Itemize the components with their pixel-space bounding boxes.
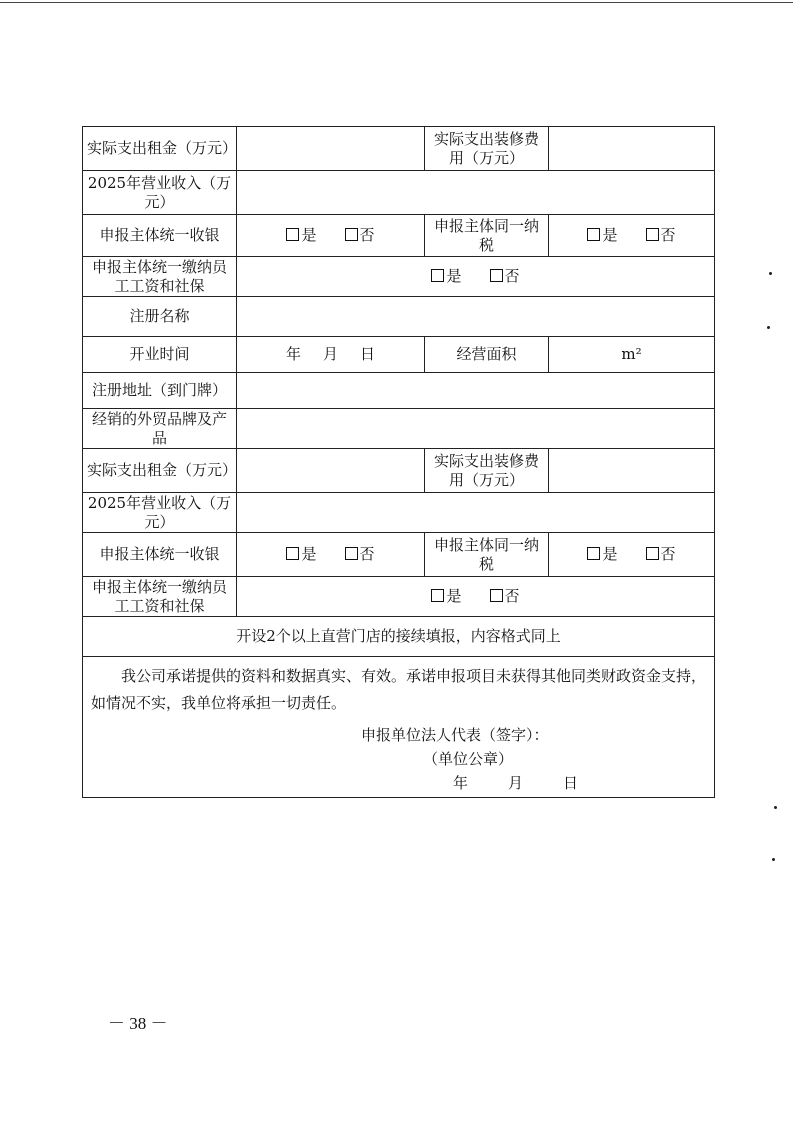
note-row: [83, 617, 715, 657]
decoration-label: 实际支出装修费用（万元）: [425, 127, 549, 171]
declaration-row: [83, 657, 715, 798]
scan-speck: [774, 806, 777, 809]
checkbox-icon[interactable]: [646, 547, 659, 560]
payroll-row-1: [83, 257, 715, 297]
area-label: 经营面积: [425, 337, 549, 373]
payroll-options: [237, 257, 715, 297]
checkbox-icon[interactable]: [345, 547, 358, 560]
cashier-options: [237, 533, 425, 577]
brand-field[interactable]: [237, 409, 715, 449]
tax-label: 申报主体同一纳税: [425, 533, 549, 577]
payroll-options: [237, 577, 715, 617]
checkbox-icon[interactable]: [345, 228, 358, 241]
signature-label: 申报单位法人代表（签字）：: [361, 726, 549, 744]
date-year: 年: [285, 345, 301, 363]
revenue-value-field[interactable]: [237, 493, 715, 533]
decoration-value-field[interactable]: [549, 127, 715, 171]
revenue-row-2: [83, 493, 715, 533]
payroll-label: 申报主体统一缴纳员工工资和社保: [83, 577, 237, 617]
top-border-line: [0, 2, 793, 3]
cashier-yes-option[interactable]: 是: [286, 226, 316, 245]
payroll-label: 申报主体统一缴纳员工工资和社保: [83, 257, 237, 297]
reg-name-field[interactable]: [237, 297, 715, 337]
checkbox-icon[interactable]: [587, 547, 600, 560]
declaration-text: 我公司承诺提供的资料和数据真实、有效。承诺申报项目未获得其他同类财政资金支持，如情况不实，我单位将承担一切责任。: [91, 667, 707, 712]
cashier-label: 申报主体统一收银: [83, 215, 237, 257]
payroll-no-option[interactable]: 否: [490, 267, 520, 286]
revenue-label: 2025年营业收入（万元）: [83, 171, 237, 215]
checkbox-icon[interactable]: [286, 228, 299, 241]
seal-label: （单位公章）: [423, 750, 514, 768]
checkbox-icon[interactable]: [490, 589, 503, 602]
tax-label: 申报主体同一纳税: [425, 215, 549, 257]
open-time-label: 开业时间: [83, 337, 237, 373]
declaration-cell: [83, 657, 715, 798]
rent-row-1: [83, 127, 715, 171]
cashier-row-2: [83, 533, 715, 577]
decoration-label: 实际支出装修费用（万元）: [425, 449, 549, 493]
date-day: 日: [360, 345, 376, 363]
revenue-row-1: [83, 171, 715, 215]
application-form-table: [82, 126, 715, 798]
scan-speck: [767, 326, 770, 329]
checkbox-icon[interactable]: [646, 228, 659, 241]
payroll-row-2: [83, 577, 715, 617]
tax-no-option[interactable]: 否: [646, 226, 676, 245]
tax-no-option[interactable]: 否: [646, 545, 676, 564]
cashier-row-1: [83, 215, 715, 257]
scan-speck: [769, 272, 772, 275]
brand-row: [83, 409, 715, 449]
rent-label: 实际支出租金（万元）: [83, 127, 237, 171]
tax-yes-option[interactable]: 是: [587, 226, 617, 245]
rent-label: 实际支出租金（万元）: [83, 449, 237, 493]
scan-speck: [772, 858, 775, 861]
brand-label: 经销的外贸品牌及产品: [83, 409, 237, 449]
continuation-note: 开设2个以上直营门店的接续填报，内容格式同上: [83, 617, 715, 657]
reg-name-label: 注册名称: [83, 297, 237, 337]
tax-yes-option[interactable]: 是: [587, 545, 617, 564]
cashier-no-option[interactable]: 否: [345, 226, 375, 245]
area-field[interactable]: [549, 337, 715, 373]
reg-address-row: [83, 373, 715, 409]
cashier-yes-option[interactable]: 是: [286, 545, 316, 564]
reg-name-row: [83, 297, 715, 337]
open-time-row: [83, 337, 715, 373]
cashier-no-option[interactable]: 否: [345, 545, 375, 564]
open-time-field[interactable]: [237, 337, 425, 373]
reg-address-field[interactable]: [237, 373, 715, 409]
payroll-yes-option[interactable]: 是: [431, 587, 461, 606]
revenue-label: 2025年营业收入（万元）: [83, 493, 237, 533]
checkbox-icon[interactable]: [431, 269, 444, 282]
checkbox-icon[interactable]: [286, 547, 299, 560]
revenue-value-field[interactable]: [237, 171, 715, 215]
page-number: － 38 －: [108, 1014, 168, 1033]
payroll-no-option[interactable]: 否: [490, 587, 520, 606]
signature-block: [83, 719, 714, 797]
decoration-value-field[interactable]: [549, 449, 715, 493]
rent-value-field[interactable]: [237, 449, 425, 493]
sign-date: 年 月 日: [453, 774, 579, 792]
tax-options: [549, 215, 715, 257]
checkbox-icon[interactable]: [587, 228, 600, 241]
payroll-yes-option[interactable]: 是: [431, 267, 461, 286]
checkbox-icon[interactable]: [431, 589, 444, 602]
date-month: 月: [322, 345, 338, 363]
area-unit: m²: [621, 345, 642, 363]
cashier-label: 申报主体统一收银: [83, 533, 237, 577]
tax-options: [549, 533, 715, 577]
cashier-options: [237, 215, 425, 257]
rent-value-field[interactable]: [237, 127, 425, 171]
checkbox-icon[interactable]: [490, 269, 503, 282]
reg-address-label: 注册地址（到门牌）: [83, 373, 237, 409]
rent-row-2: [83, 449, 715, 493]
